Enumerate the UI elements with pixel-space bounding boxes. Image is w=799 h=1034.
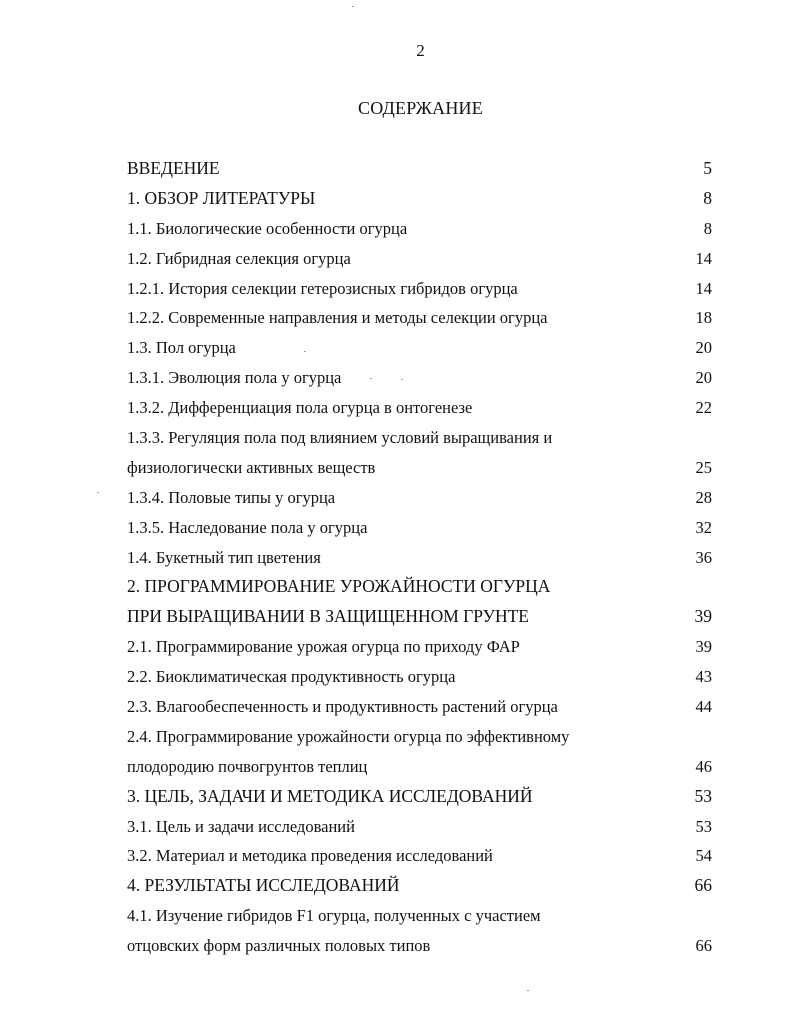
toc-entry-text: 1.3.3. Регуляция пола под влиянием условий выращивания и [127, 428, 553, 448]
toc-entry-page: 18 [695, 308, 712, 328]
toc-entry [127, 752, 712, 782]
toc-entry-text: 4. РЕЗУЛЬТАТЫ ИССЛЕДОВАНИЙ [127, 875, 400, 896]
toc-entry-page: 53 [695, 816, 712, 836]
toc-entry-page: 54 [695, 846, 712, 866]
toc-entry-text: 1.2. Гибридная селекция огурца [127, 248, 351, 268]
toc-entry [127, 184, 712, 214]
toc-entry-page: 8 [703, 187, 712, 208]
toc-entry-text: 1. ОБЗОР ЛИТЕРАТУРЫ [127, 187, 316, 208]
toc-entry-page: 14 [695, 248, 712, 268]
page-title: СОДЕРЖАНИЕ [358, 98, 483, 118]
toc-entry-page: 8 [703, 218, 712, 238]
scan-speck [401, 379, 403, 380]
toc-entry [127, 722, 712, 752]
toc-entry-page: 39 [694, 606, 712, 627]
toc-entry-text: 2.3. Влагообеспеченность и продуктивность растений огурца [127, 697, 558, 717]
toc-entry [127, 543, 712, 573]
toc-entry-page: 32 [695, 517, 712, 537]
toc-entry-page: 28 [695, 487, 712, 507]
toc-entry-page: 39 [695, 637, 712, 657]
toc-entry [127, 782, 712, 812]
toc-entry [127, 333, 712, 363]
toc-entry-text: 1.3.1. Эволюция пола у огурца [127, 368, 342, 388]
toc-entry-text: 4.1. Изучение гибридов F1 огурца, полученных с участием [127, 906, 541, 926]
toc-entry-text: 2.4. Программирование урожайности огурца по эффективному [127, 726, 570, 746]
toc-entry [127, 572, 712, 602]
toc-entry [127, 901, 712, 931]
toc-entry-text: 2. ПРОГРАММИРОВАНИЕ УРОЖАЙНОСТИ ОГУРЦА [127, 576, 551, 597]
toc-entry [127, 931, 712, 961]
toc-entry-page: 66 [695, 936, 712, 956]
toc-entry [127, 393, 712, 423]
toc-entry [127, 274, 712, 304]
toc-entry [127, 513, 712, 543]
toc-entry [127, 871, 712, 901]
toc-entry [127, 423, 712, 453]
toc-entry-text: 1.3.4. Половые типы у огурца [127, 487, 336, 507]
toc-entry [127, 632, 712, 662]
toc-entry [127, 662, 712, 692]
toc-entry [127, 692, 712, 722]
toc-entry-page: 20 [695, 368, 712, 388]
toc-entry-page: 14 [695, 278, 712, 298]
toc-entry-page: 22 [695, 398, 712, 418]
toc-entry-text: 1.4. Букетный тип цветения [127, 547, 321, 567]
toc-entry-text: ВВЕДЕНИЕ [127, 158, 220, 178]
toc-entry [127, 303, 712, 333]
toc-entry [127, 244, 712, 274]
toc-entry-text: 2.2. Биоклиматическая продуктивность огурца [127, 667, 456, 687]
toc-entry-text: 2.1. Программирование урожая огурца по приходу ФАР [127, 637, 520, 657]
toc-entry-text: 3. ЦЕЛЬ, ЗАДАЧИ И МЕТОДИКА ИССЛЕДОВАНИЙ [127, 785, 533, 806]
toc-entry-text: ПРИ ВЫРАЩИВАНИИ В ЗАЩИЩЕННОМ ГРУНТЕ [127, 606, 529, 627]
toc-entry-text: 1.1. Биологические особенности огурца [127, 218, 408, 238]
toc-entry-text: 1.3.2. Дифференциация пола огурца в онтогенезе [127, 398, 473, 418]
toc-entry-page: 44 [695, 697, 712, 717]
toc-entry-page: 53 [694, 785, 712, 806]
toc-entry-text: плодородию почвогрунтов теплиц [127, 756, 368, 776]
toc-entry [127, 483, 712, 513]
toc-entry-page: 36 [695, 547, 712, 567]
toc-entry-page: 20 [695, 338, 712, 358]
scan-speck [97, 492, 99, 493]
toc-entry [127, 841, 712, 871]
toc-entry-text: 1.3. Пол огурца [127, 338, 236, 358]
toc-entry-text: отцовских форм различных половых типов [127, 936, 431, 956]
toc-entry [127, 602, 712, 632]
toc-entry [127, 453, 712, 483]
toc-entry-text: 1.3.5. Наследование пола у огурца [127, 517, 368, 537]
scan-speck [370, 378, 372, 379]
table-of-contents [127, 154, 712, 961]
toc-entry [127, 363, 712, 393]
scan-speck [527, 990, 529, 991]
toc-entry [127, 154, 712, 184]
toc-entry-text: 1.2.1. История селекции гетерозисных гибридов огурца [127, 278, 518, 298]
scan-speck [304, 351, 306, 352]
scan-speck [352, 6, 354, 7]
toc-entry-text: физиологически активных веществ [127, 457, 376, 477]
toc-entry-page: 43 [695, 667, 712, 687]
page-number: 2 [416, 41, 425, 60]
toc-entry [127, 812, 712, 842]
toc-entry-page: 5 [703, 158, 712, 178]
toc-entry-text: 1.2.2. Современные направления и методы селекции огурца [127, 308, 548, 328]
toc-entry-page: 25 [695, 457, 712, 477]
toc-entry [127, 214, 712, 244]
toc-entry-page: 66 [694, 875, 712, 896]
toc-entry-text: 3.2. Материал и методика проведения исследований [127, 846, 493, 866]
toc-entry-page: 46 [695, 756, 712, 776]
toc-entry-text: 3.1. Цель и задачи исследований [127, 816, 355, 836]
